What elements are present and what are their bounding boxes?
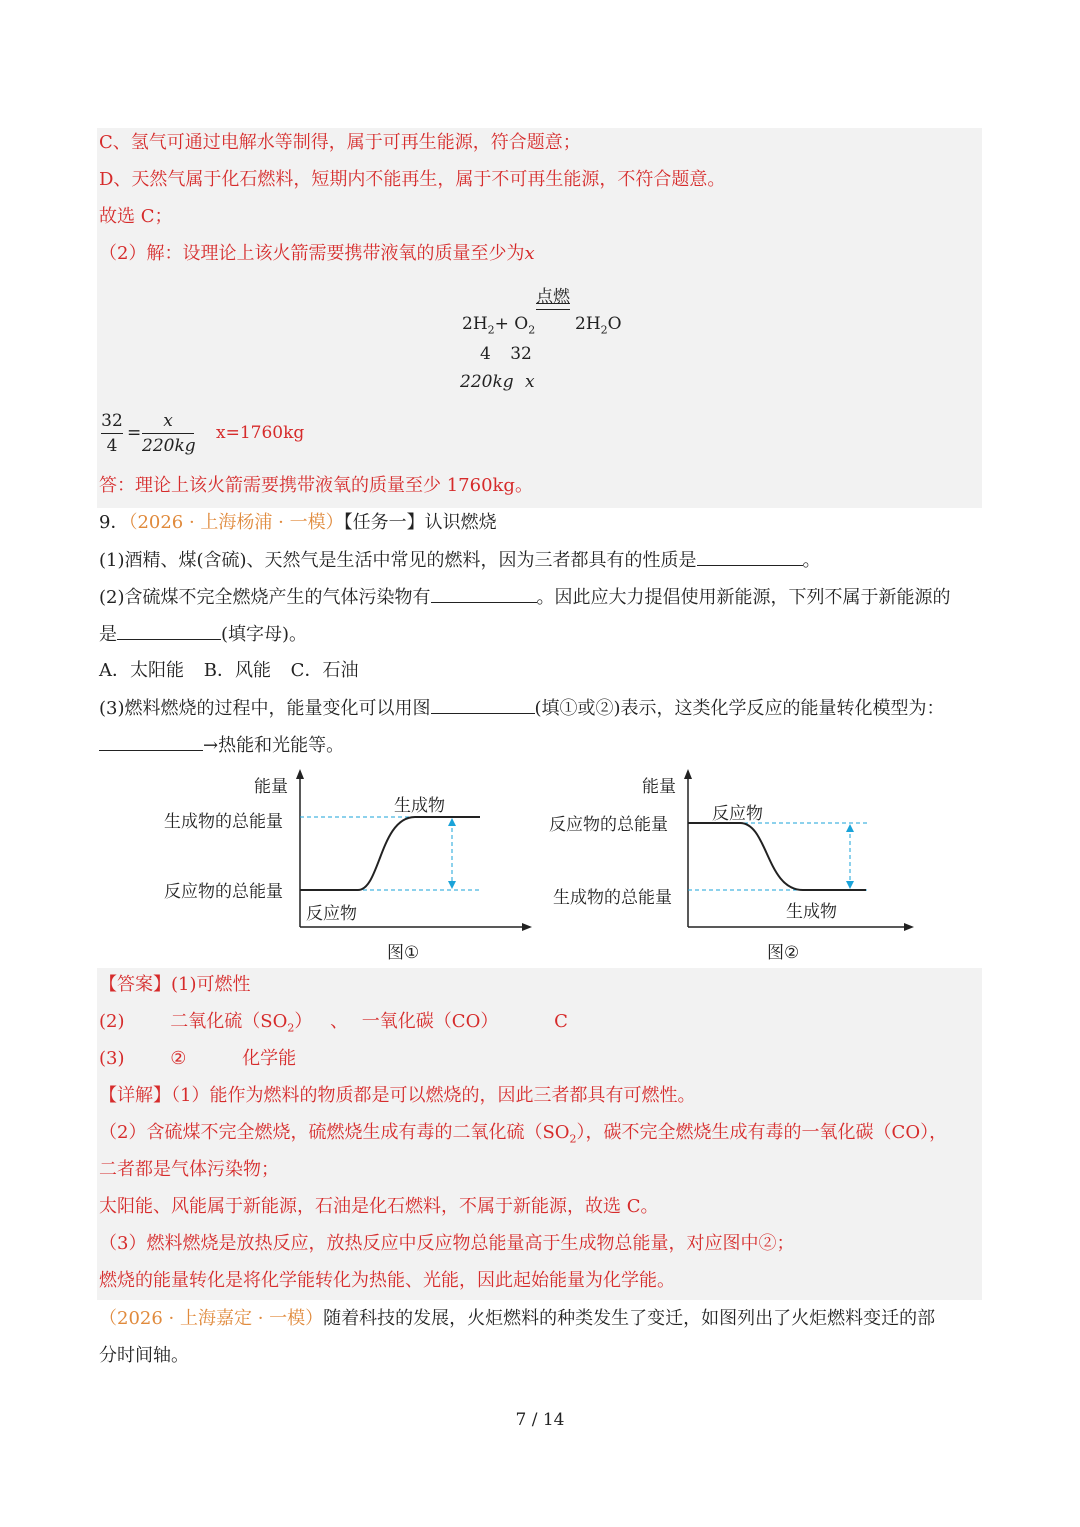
q9-part2-cont: 是 (填字母)。 [99, 621, 307, 648]
question-task: 【任务一】认识燃烧 [343, 512, 497, 533]
part2-intro-text: （2）解：设理论上该火箭需要携带液氧的质量至少为 [99, 243, 525, 264]
diag1-lower-label: 反应物的总能量 [164, 882, 283, 902]
detail-line-3: 二者都是气体污染物； [99, 1159, 279, 1180]
diag1-y-axis-label: 能量 [254, 777, 288, 797]
answer-blank-4[interactable] [431, 695, 535, 714]
question-source: （2026 · 上海杨浦 · 一模） [128, 512, 344, 533]
diag2-bottom-curve-label: 生成物 [786, 902, 837, 922]
diag1-upper-label: 生成物的总能量 [164, 812, 283, 832]
diag2-upper-label: 反应物的总能量 [549, 815, 668, 835]
detail-line-6: 燃烧的能量转化是将化学能转化为热能、光能，因此起始能量为化学能。 [99, 1270, 675, 1291]
diag2-top-curve-label: 反应物 [712, 804, 763, 824]
question10-line-1: （2026 · 上海嘉定 · 一模）随着科技的发展，火炬燃料的种类发生了变迁，如图列出了火炬燃料变迁的部 [99, 1308, 936, 1329]
question9-header [99, 510, 497, 536]
equals-sign: = [127, 423, 142, 443]
mass-row: 4 32 [480, 344, 532, 364]
page-number: 7 / 14 [515, 1410, 565, 1430]
diag2-caption: 图② [767, 943, 800, 963]
answer-blank-3[interactable] [117, 621, 221, 640]
detail-tag: 【详解】 [99, 1085, 171, 1106]
given-row: 220kg x [460, 372, 535, 392]
answer-line-1: 【答案】(1)可燃性 [99, 974, 251, 995]
q9-options: A．太阳能 B．风能 C．石油 [99, 660, 359, 681]
detail-line-2: （2）含硫煤不完全燃烧，硫燃烧生成有毒的二氧化硫$(SO_2)$，碳不完全燃烧生成有毒的一氧化碳（CO）， [99, 1122, 948, 1146]
diag1-bottom-curve-label: 反应物 [306, 904, 357, 924]
answer-blank-2[interactable] [431, 584, 537, 603]
q9-part1: (1)酒精、煤(含硫)、天然气是生活中常见的燃料，因为三者都具有的性质是 。 [99, 547, 821, 574]
equation-left: $2H_2+ O_2$ [462, 314, 536, 337]
solution-line-c: C、氢气可通过电解水等制得，属于可再生能源，符合题意； [99, 132, 581, 153]
diag2-y-axis-label: 能量 [642, 777, 676, 797]
q9-part3-cont: →热能和光能等。 [99, 732, 344, 759]
equation-right: $2H_2O$ [575, 314, 622, 337]
fraction-right: x 220kg [142, 411, 196, 456]
answer-line-2: (2) 二氧化硫$(SO_2)$ 、 一氧化碳（CO） C [99, 1011, 568, 1035]
solution-line-d: D、天然气属于化石燃料，短期内不能再生，属于不可再生能源，不符合题意。 [99, 169, 726, 190]
diag2-lower-label: 生成物的总能量 [553, 888, 672, 908]
detail-line-4: 太阳能、风能属于新能源，石油是化石燃料，不属于新能源，故选 C。 [99, 1196, 659, 1217]
question10-source: （2026 · 上海嘉定 · 一模） [99, 1308, 324, 1329]
detail-line-5: （3）燃料燃烧是放热反应，放热反应中反应物总能量高于生成物总能量，对应图中②； [99, 1233, 795, 1254]
fraction-left: 32 4 [101, 411, 123, 456]
solution-choose: 故选 C； [99, 206, 173, 227]
diag1-top-curve-label: 生成物 [394, 796, 445, 816]
reaction-condition: 点燃 [536, 282, 570, 310]
answer-blank-5[interactable] [99, 732, 203, 751]
question10-line-2: 分时间轴。 [99, 1345, 189, 1366]
result: x=1760kg [216, 423, 305, 443]
question-number: 9． [99, 512, 129, 533]
answer-blank-1[interactable] [697, 547, 803, 566]
solution-part2-intro [99, 241, 535, 267]
var-x: x [524, 243, 535, 264]
solution-answer: 答：理论上该火箭需要携带液氧的质量至少 1760kg。 [99, 475, 533, 496]
q9-part2: (2)含硫煤不完全燃烧产生的气体污染物有 。因此应大力提倡使用新能源，下列不属于新能源的 [99, 584, 951, 611]
detail-line-1: 【详解】（1）能作为燃料的物质都是可以燃烧的，因此三者都具有可燃性。 [99, 1085, 696, 1106]
answer-line-3: (3) ② 化学能 [99, 1048, 297, 1069]
q9-part3: (3)燃料燃烧的过程中，能量变化可以用图 (填①或②)表示，这类化学反应的能量转化模型为： [99, 695, 945, 722]
diag1-caption: 图① [387, 943, 420, 963]
answer-tag: 【答案】 [99, 974, 171, 995]
